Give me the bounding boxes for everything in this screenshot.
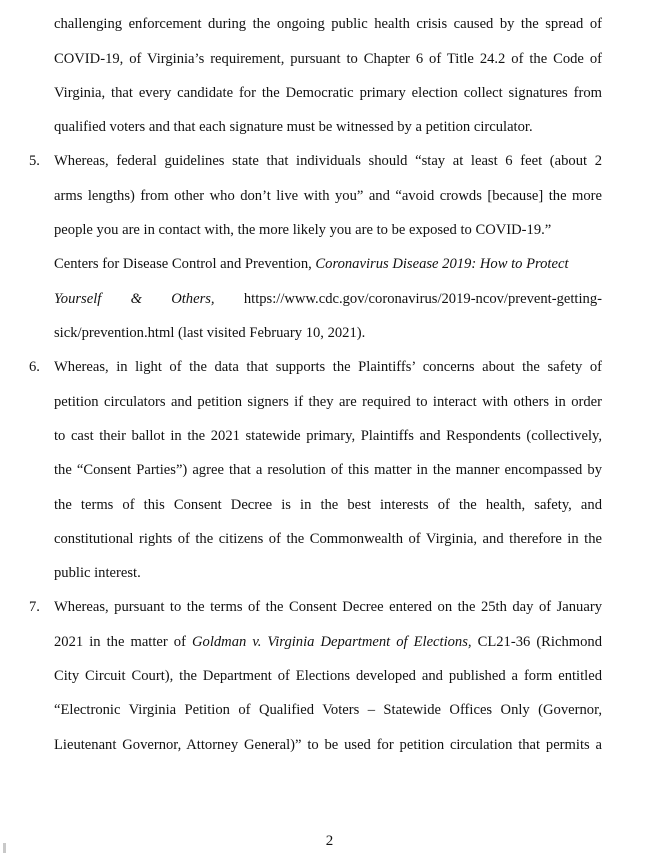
scan-edge-mark [3,843,6,853]
body-text-fragment: CL21-36 (Richmond [471,634,602,650]
body-text-line: constitutional rights of the citizens of the Commonwealth of Virginia, and therefore in the [54,531,602,547]
body-text-line: people you are in contact with, the more likely you are to be exposed to COVID-19.” [54,222,552,238]
body-text-line: challenging enforcement during the ongoing public health crisis caused by the spread of [54,16,602,32]
body-text-line: petition circulators and petition signers if they are required to interact with others in order [54,394,602,410]
citation-title: Coronavirus Disease 2019: How to Protect [315,256,569,272]
body-text-line: COVID-19, of Virginia’s requirement, pursuant to Chapter 6 of Title 24.2 of the Code of [54,51,602,67]
citation-title: Yourself & Others, [54,291,215,307]
body-text-line: Virginia, that every candidate for the Democratic primary election collect signatures from [54,85,602,101]
citation-source: Centers for Disease Control and Prevention, [54,256,316,272]
body-text-line: qualified voters and that each signature must be witnessed by a petition circulator. [54,119,533,135]
body-text-line: Whereas, federal guidelines state that individuals should “stay at least 6 feet (about 2 [54,153,602,169]
citation-line [54,289,602,309]
body-text-line: sick/prevention.html (last visited February 10, 2021). [54,325,366,341]
body-text-line: to cast their ballot in the 2021 statewide primary, Plaintiffs and Respondents (collectively, [54,428,602,444]
citation-line [54,632,602,652]
page-number: 2 [325,833,334,849]
body-text-line: the “Consent Parties”) agree that a resolution of this matter in the manner encompassed by [54,462,602,478]
body-text-line: “Electronic Virginia Petition of Qualified Voters – Statewide Offices Only (Governor, [54,702,602,718]
body-text-line: Whereas, in light of the data that supports the Plaintiffs’ concerns about the safety of [54,359,602,375]
case-name: Goldman v. Virginia Department of Elections, [191,634,472,650]
citation-line [54,254,602,274]
paragraph-number: 6. [29,359,40,375]
body-text-line: City Circuit Court), the Department of Elections developed and published a form entitled [54,668,602,684]
body-text-line: Lieutenant Governor, Attorney General)” to be used for petition circulation that permits a [54,737,602,753]
body-text-fragment: 2021 in the matter of [54,634,192,650]
paragraph-number: 7. [29,599,40,615]
body-text-line: the terms of this Consent Decree is in the best interests of the health, safety, and [54,497,602,513]
citation-url: https://www.cdc.gov/coronavirus/2019-ncov/prevent-getting- [214,291,602,307]
body-text-line: arms lengths) from other who don’t live with you” and “avoid crowds [because] the more [54,188,602,204]
body-text-line: public interest. [54,565,141,581]
body-text-line: Whereas, pursuant to the terms of the Consent Decree entered on the 25th day of January [54,599,602,615]
paragraph-number: 5. [29,153,40,169]
